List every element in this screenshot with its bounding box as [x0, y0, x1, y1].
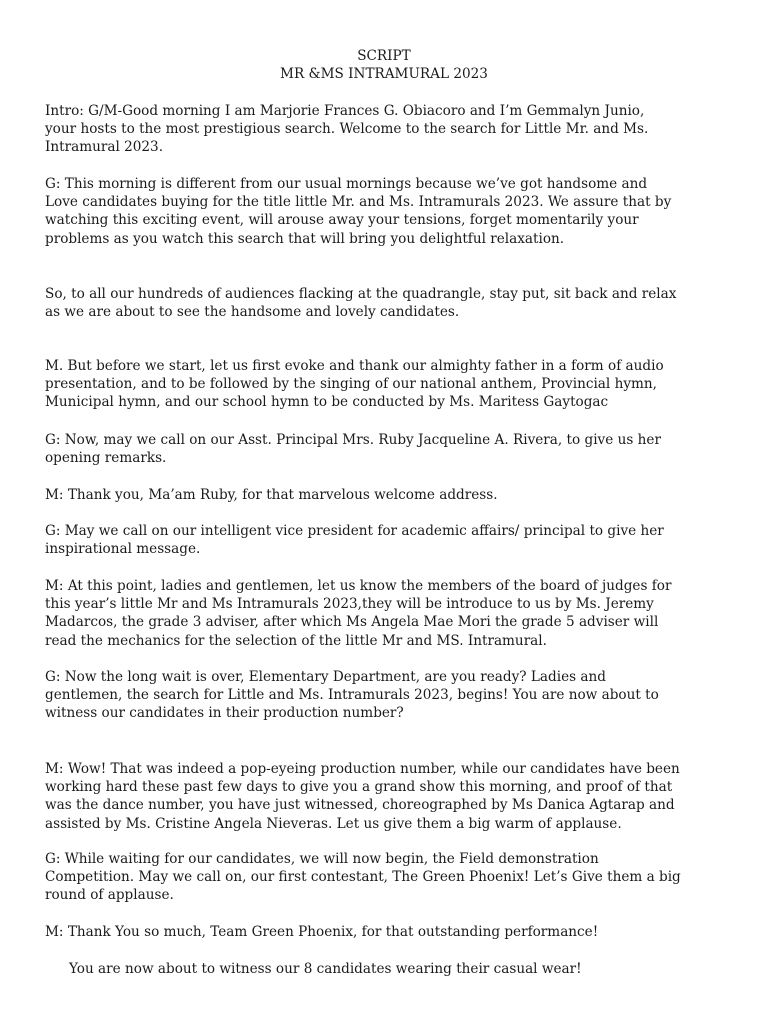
- document-header: [0, 47, 768, 83]
- script-paragraph: M: Thank You so much, Team Green Phoenix, for that outstanding performance!: [45, 924, 599, 940]
- document-subtitle: MR &MS INTRAMURAL 2023: [280, 66, 488, 83]
- script-paragraph: G: Now the long wait is over, Elementary Department, are you ready? Ladies and gentlemen, the search for Little and Ms. Intramurals 2023, begins! You are now about to witness our candidates in their production number?: [45, 669, 659, 722]
- intro-paragraph: Intro: G/M-Good morning I am Marjorie Frances G. Obiacoro and I’m Gemmalyn Junio, your hosts to the most prestigious search. Welcome to the search for Little Mr. and Ms. Intramural 2023.: [45, 103, 649, 156]
- script-paragraph: You are now about to witness our 8 candidates wearing their casual wear!: [69, 961, 582, 977]
- script-paragraph: M: Wow! That was indeed a pop-eyeing production number, while our candidates have been working hard these past few days to give you a grand show this morning, and proof of that was the dance number, you have just witnessed, choreographed by Ms Danica Agtarap and assisted by Ms. Cristine Angela Nieveras. Let us give them a big warm of applause.: [45, 761, 680, 832]
- script-paragraph: G: While waiting for our candidates, we will now begin, the Field demonstration Competition. May we call on, our first contestant, The Green Phoenix! Let’s Give them a big round of applause.: [45, 851, 681, 904]
- script-paragraph: M: At this point, ladies and gentlemen, let us know the members of the board of judges for this year’s little Mr and Ms Intramurals 2023,they will be introduce to us by Ms. Jeremy Madarcos, the grade 3 adviser, after which Ms Angela Mae Mori the grade 5 adviser will read the mechanics for the selection of the little Mr and MS. Intramural.: [45, 578, 672, 649]
- script-paragraph: M. But before we start, let us first evoke and thank our almighty father in a form of audio presentation, and to be followed by the singing of our national anthem, Provincial hymn, Municipal hymn, and our school hymn to be conducted by Ms. Maritess Gaytogac: [45, 358, 664, 411]
- document-title: SCRIPT: [357, 48, 411, 64]
- script-paragraph: G: This morning is different from our usual mornings because we’ve got handsome and Love candidates buying for the title little Mr. and Ms. Intramurals 2023. We assure that by watching this exciting event, will arouse away your tensions, forget momentarily your problems as you watch this search that will bring you delightful relaxation.: [45, 176, 672, 247]
- script-paragraph: G: Now, may we call on our Asst. Principal Mrs. Ruby Jacqueline A. Rivera, to give us her opening remarks.: [45, 432, 661, 467]
- script-paragraph: So, to all our hundreds of audiences flacking at the quadrangle, stay put, sit back and relax as we are about to see the handsome and lovely candidates.: [45, 286, 677, 321]
- script-paragraph: M: Thank you, Ma’am Ruby, for that marvelous welcome address.: [45, 487, 498, 503]
- script-paragraph: G: May we call on our intelligent vice president for academic affairs/ principal to give her inspirational message.: [45, 523, 664, 558]
